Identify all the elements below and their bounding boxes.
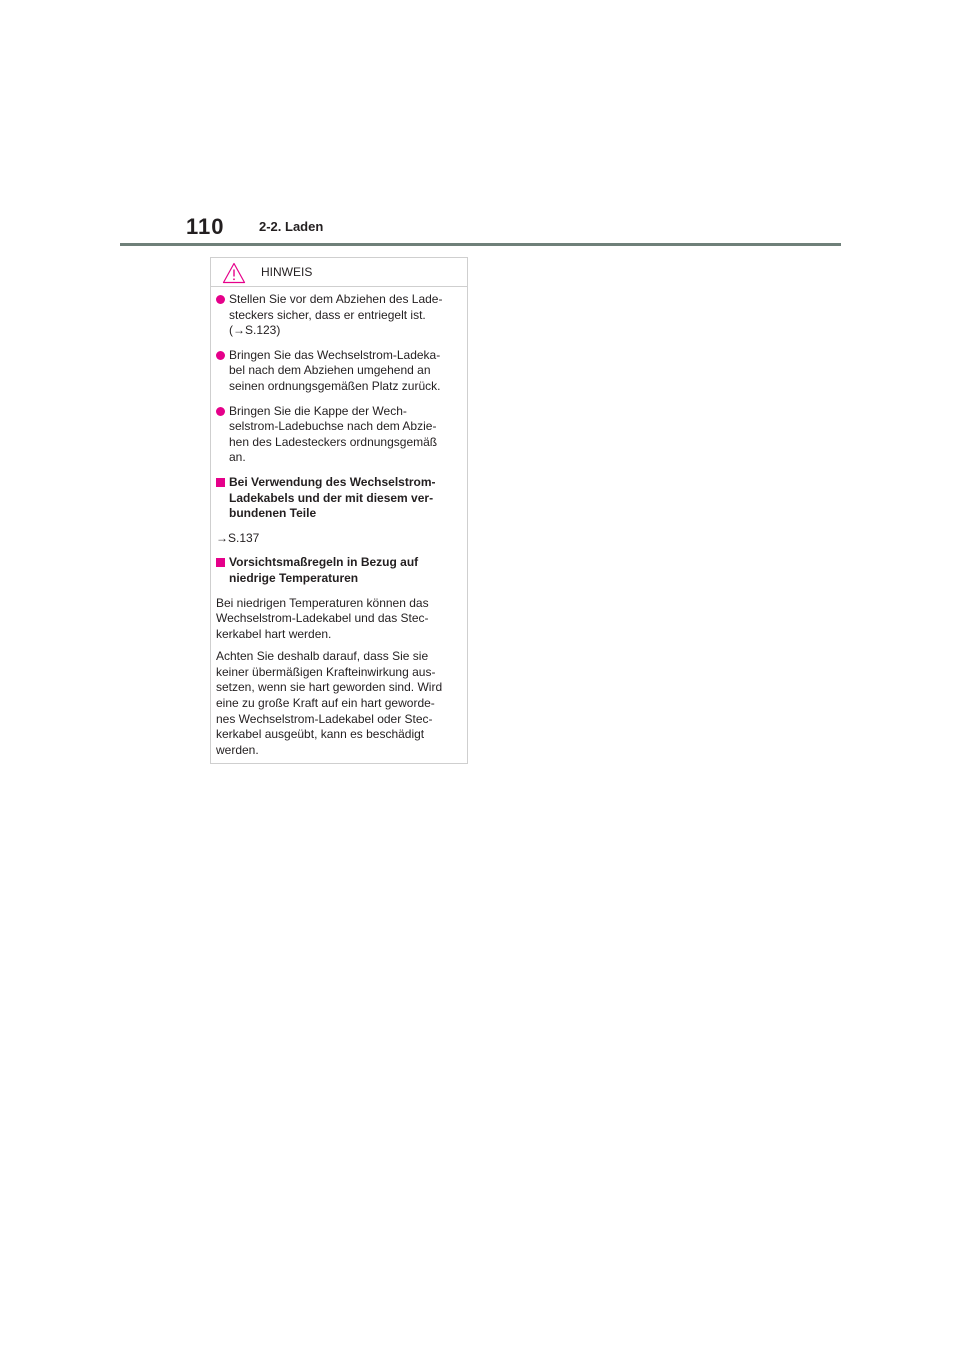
paragraph-line: kerkabel ausgeübt, kann es beschädigt bbox=[216, 727, 425, 742]
notice-box bbox=[210, 257, 468, 764]
bullet-text-line: Bringen Sie das Wechselstrom-Ladeka- bbox=[229, 347, 441, 362]
heading-line: Vorsichtsmaßregeln in Bezug auf bbox=[229, 555, 419, 570]
page-number: 110 bbox=[186, 214, 225, 239]
bullet-text-line: selstrom-Ladebuchse nach dem Abzie- bbox=[229, 419, 437, 434]
bullet-text-line: Bringen Sie die Kappe der Wech- bbox=[229, 403, 407, 418]
bullet-text-line: steckers sicher, dass er entriegelt ist. bbox=[229, 307, 426, 322]
heading-square-icon bbox=[216, 478, 225, 487]
bullet-dot-icon bbox=[216, 407, 225, 416]
page-reference-link[interactable]: →S.137 bbox=[216, 530, 260, 545]
section-heading bbox=[216, 475, 464, 522]
paragraph-line: Achten Sie deshalb darauf, dass Sie sie bbox=[216, 649, 429, 664]
notice-body bbox=[216, 292, 464, 765]
notice-bullet bbox=[216, 404, 464, 466]
heading-square-icon bbox=[216, 558, 225, 567]
bullet-text-line: seinen ordnungsgemäßen Platz zurück. bbox=[229, 378, 441, 393]
paragraph bbox=[216, 596, 464, 643]
bullet-text-line: Stellen Sie vor dem Abziehen des Lade- bbox=[229, 292, 443, 306]
bullet-dot-icon bbox=[216, 351, 225, 360]
heading-line: bundenen Teile bbox=[229, 506, 317, 521]
heading-line: niedrige Temperaturen bbox=[229, 570, 359, 585]
paragraph-line: Wechselstrom-Ladekabel und das Stec- bbox=[216, 611, 429, 626]
paragraph-line: eine zu große Kraft auf ein hart geworde- bbox=[216, 696, 435, 711]
paragraph-line: setzen, wenn sie hart geworden sind. Wird bbox=[216, 680, 443, 695]
heading-line: Bei Verwendung des Wechselstrom- bbox=[229, 474, 436, 489]
paragraph-line: kerkabel hart werden. bbox=[216, 626, 332, 641]
warning-triangle-icon bbox=[222, 262, 246, 284]
notice-bullet bbox=[216, 292, 464, 339]
notice-header bbox=[211, 258, 467, 287]
header-rule bbox=[120, 243, 841, 246]
paragraph-line: nes Wechselstrom-Ladekabel oder Stec- bbox=[216, 711, 433, 726]
bullet-text-line: an. bbox=[229, 450, 246, 465]
section-heading bbox=[216, 555, 464, 586]
bullet-text-line: bel nach dem Abziehen umgehend an bbox=[229, 363, 431, 378]
notice-bullet bbox=[216, 348, 464, 395]
paragraph-line: keiner übermäßigen Krafteinwirkung aus- bbox=[216, 664, 436, 679]
paragraph-line: werden. bbox=[216, 742, 259, 757]
notice-title: HINWEIS bbox=[261, 265, 313, 279]
paragraph bbox=[216, 649, 464, 758]
bullet-text-line: (→S.123) bbox=[229, 323, 281, 338]
bullet-text-line: hen des Ladesteckers ordnungsgemäß bbox=[229, 434, 438, 449]
bullet-dot-icon bbox=[216, 295, 225, 304]
heading-line: Ladekabels und der mit diesem ver- bbox=[229, 490, 434, 505]
section-title: 2-2. Laden bbox=[259, 219, 324, 234]
paragraph-line: Bei niedrigen Temperaturen können das bbox=[216, 595, 429, 610]
